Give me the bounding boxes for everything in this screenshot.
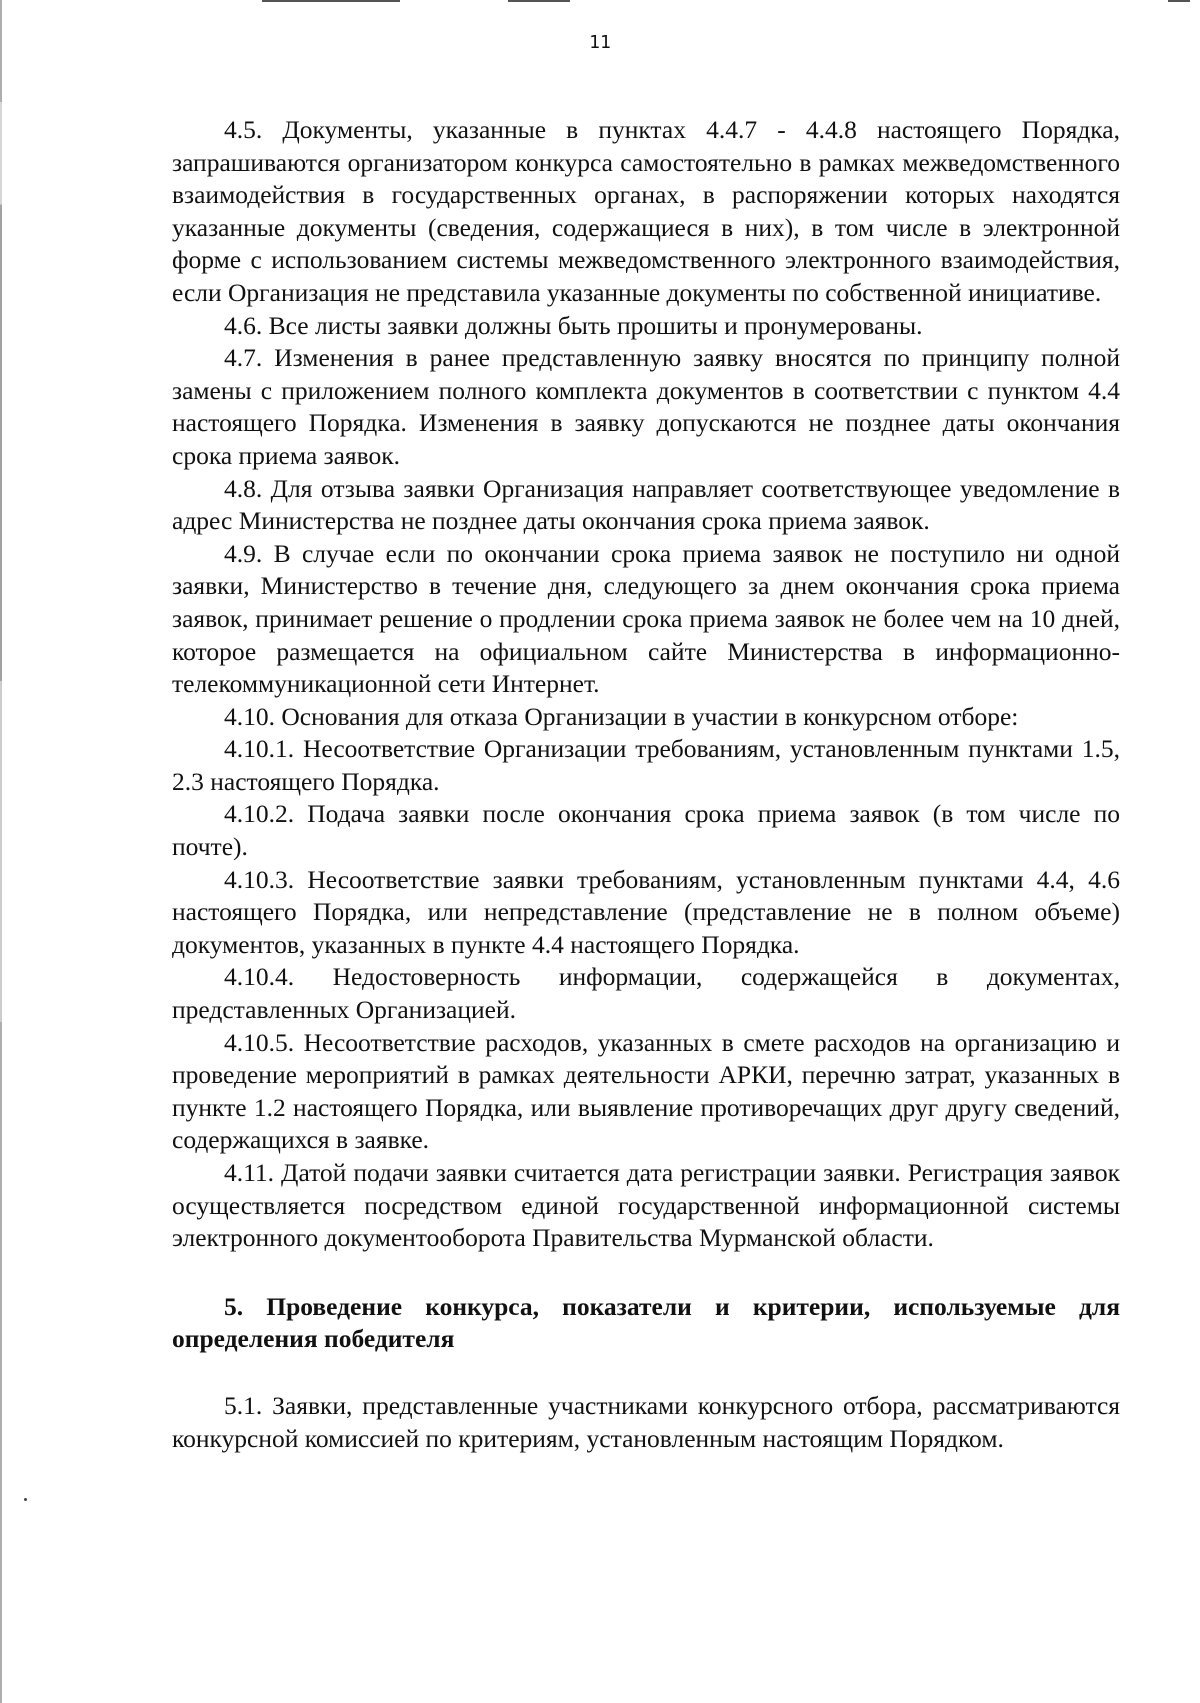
paragraph-4-5: 4.5. Документы, указанные в пунктах 4.4.7 - 4.4.8 настоящего Порядка, запрашиваются организатором конкурса самостоятельно в рамках межведомственного взаимодействия в государственных органах, в распоряжении которых находятся указанные документы (сведения, содержащиеся в них), в том числе в электронной форме с использованием системы межведомственного электронного взаимодействия, если Организация не представила указанные документы по собственной инициативе. (172, 115, 1120, 307)
paragraph-4-11: 4.11. Датой подачи заявки считается дата регистрации заявки. Регистрация заявок осуществляется посредством единой государственной информационной системы электронного документооборота Правительства Мурманской области. (172, 1158, 1120, 1253)
scan-edge (0, 0, 2, 1703)
paragraph-5-1: 5.1. Заявки, представленные участниками конкурсного отбора, рассматриваются конкурсной комиссией по критериям, установленным настоящим Порядком. (172, 1390, 1120, 1453)
paragraph-4-10: 4.10. Основания для отказа Организации в участии в конкурсном отборе: (224, 701, 1019, 731)
paragraph-4-10-4: 4.10.4. Недостоверность информации, содержащейся в документах, представленных Организацией. (172, 962, 1120, 1025)
scan-mark (262, 0, 400, 2)
paragraph-4-10-3: 4.10.3. Несоответствие заявки требованиям, установленным пунктами 4.4, 4.6 настоящего Порядка, или непредставление (представление не в полном объеме) документов, указанных в пункте 4.4 настоящего Порядка. (172, 864, 1120, 959)
paragraph-4-10-2: 4.10.2. Подача заявки после окончания срока приема заявок (в том числе по почте). (172, 799, 1120, 862)
paragraph-4-10-1: 4.10.1. Несоответствие Организации требованиям, установленным пунктами 1.5, 2.3 настоящего Порядка. (172, 734, 1120, 796)
paragraph-4-9: 4.9. В случае если по окончании срока приема заявок не поступило ни одной заявки, Министерство в течение дня, следующего за днем окончания срока приема заявок, принимает решение о продлении срока приема заявок не более чем на 10 дней, которое размещается на официальном сайте Министерства в информационно-телекоммуникационной сети Интернет. (172, 538, 1120, 699)
paragraph-4-6: 4.6. Все листы заявки должны быть прошиты и пронумерованы. (224, 310, 923, 340)
section-heading: 5. Проведение конкурса, показатели и критерии, используемые для определения победителя (172, 1291, 1120, 1354)
scan-mark (1168, 0, 1190, 2)
paragraph-4-10-5: 4.10.5. Несоответствие расходов, указанных в смете расходов на организацию и проведение мероприятий в рамках деятельности АРКИ, перечню затрат, указанных в пункте 1.2 настоящего Порядка, или выявление противоречащих друг другу сведений, содержащихся в заявке. (172, 1027, 1120, 1155)
page-number: 11 (589, 32, 611, 53)
document-body (172, 114, 1120, 1455)
scan-mark (508, 0, 570, 2)
paragraph-4-7: 4.7. Изменения в ранее представленную заявку вносятся по принципу полной замены с приложением полного комплекта документов в соответствии с пунктом 4.4 настоящего Порядка. Изменения в заявку допускаются не позднее даты окончания срока приема заявок. (172, 343, 1120, 470)
scan-speck (24, 1498, 27, 1501)
paragraph-4-8: 4.8. Для отзыва заявки Организация направляет соответствующее уведомление в адрес Министерства не позднее даты окончания срока приема заявок. (172, 473, 1120, 536)
